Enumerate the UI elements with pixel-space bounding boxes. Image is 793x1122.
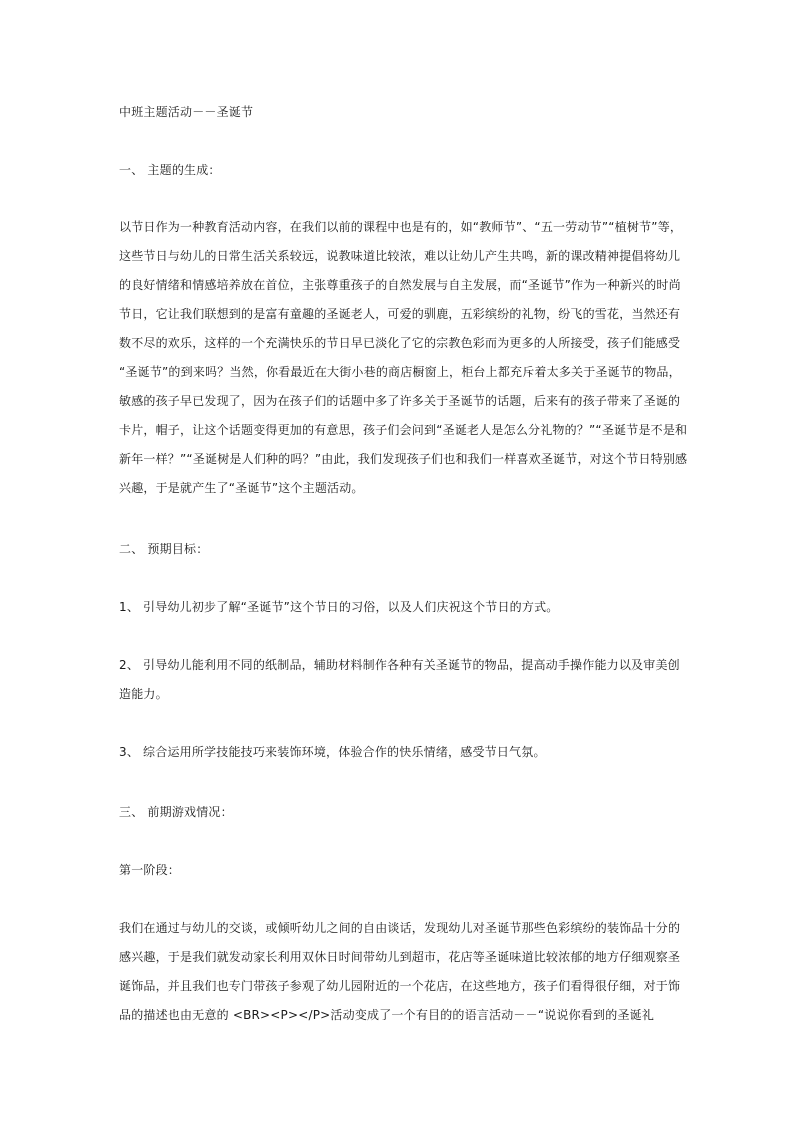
goal-item: 3、 综合运用所学技能技巧来装饰环境，体验合作的快乐情绪，感受节日气氛。 xyxy=(119,745,546,759)
stage-label: 第一阶段： xyxy=(119,863,181,877)
paragraph-line: 这些节日与幼儿的日常生活关系较远，说教味道比较浓，难以让幼儿产生共鸣，新的课改精神提倡将幼儿 xyxy=(119,249,681,263)
section-heading: 一、 主题的生成： xyxy=(119,163,221,177)
paragraph-line: “圣诞节”的到来吗？当然，你看最近在大街小巷的商店橱窗上，柜台上都充斥着太多关于圣诞节的物品， xyxy=(119,365,681,379)
paragraph-line: 的良好情绪和情感培养放在首位，主张尊重孩子的自然发展与自主发展，而“圣诞节”作为一种新兴的时尚 xyxy=(119,278,681,292)
paragraph-line: 品的描述也由无意的 <BR><P></P>活动变成了一个有目的的语言活动－－“说说你看到的圣诞礼 xyxy=(119,1008,655,1022)
paragraph-line: 诞饰品，并且我们也专门带孩子参观了幼儿园附近的一个花店，在这些地方，孩子们看得很仔细，对于饰 xyxy=(119,979,681,993)
paragraph-line: 敏感的孩子早已发现了，因为在孩子们的话题中多了许多关于圣诞节的话题，后来有的孩子带来了圣诞的 xyxy=(119,394,681,408)
paragraph-line: 我们在通过与幼儿的交谈，或倾听幼儿之间的自由谈话，发现幼儿对圣诞节那些色彩缤纷的装饰品十分的 xyxy=(119,921,681,935)
paragraph-line: 兴趣，于是就产生了“圣诞节”这个主题活动。 xyxy=(119,481,364,495)
document-title: 中班主题活动－－圣诞节 xyxy=(119,105,254,119)
paragraph-line: 数不尽的欢乐，这样的一个充满快乐的节日早已淡化了它的宗教色彩而为更多的人所接受，孩子们能感受 xyxy=(119,336,681,350)
goal-item: 1、 引导幼儿初步了解“圣诞节”这个节日的习俗，以及人们庆祝这个节日的方式。 xyxy=(119,600,559,614)
paragraph-line: 感兴趣，于是我们就发动家长利用双休日时间带幼儿到超市，花店等圣诞味道比较浓郁的地方仔细观察圣 xyxy=(119,950,681,964)
goal-item: 2、 引导幼儿能利用不同的纸制品，辅助材料制作各种有关圣诞节的物品，提高动手操作能力以及审美创 xyxy=(119,658,680,672)
goal-item-continuation: 造能力。 xyxy=(119,687,168,701)
paragraph-line: 节日，它让我们联想到的是富有童趣的圣诞老人，可爱的驯鹿，五彩缤纷的礼物，纷飞的雪花，当然还有 xyxy=(119,307,681,321)
paragraph-line: 新年一样？”“圣诞树是人们种的吗？”由此，我们发现孩子们也和我们一样喜欢圣诞节，对这个节日特别感 xyxy=(119,452,688,466)
paragraph-line: 以节日作为一种教育活动内容，在我们以前的课程中也是有的，如“教师节”、“五一劳动节”“植树节”等， xyxy=(119,220,683,234)
section-heading: 三、 前期游戏情况： xyxy=(119,805,233,819)
paragraph-line: 卡片，帽子，让这个话题变得更加的有意思，孩子们会问到“圣诞老人是怎么分礼物的？”“圣诞节是不是和 xyxy=(119,423,688,437)
section-heading: 二、 预期目标： xyxy=(119,542,209,556)
